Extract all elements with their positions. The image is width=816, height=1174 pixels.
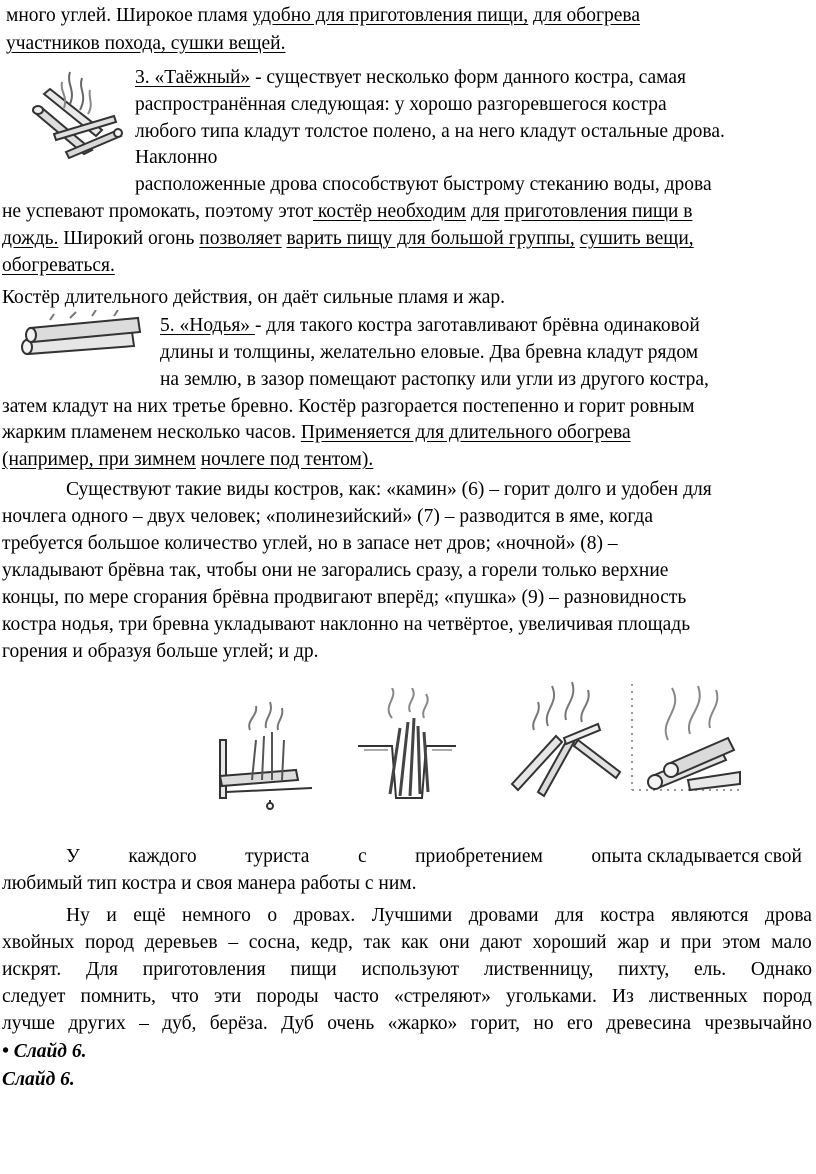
text-line: Ну и ещё немного о дровах. Лучшими дровами для костра являются дрова [66, 905, 812, 926]
text-line: на землю, в зазор помещают растопку или угли из другого костра, [160, 369, 709, 390]
text-line: хвойных пород деревьев – сосна, кедр, так как они дают хороший жар и при этом мало [2, 932, 812, 953]
text-line: искрят. Для приготовления пищи используют лиственницу, пихту, ель. Однако [2, 959, 812, 980]
text-line: горения и образуя больше углей; и др. [2, 641, 319, 662]
text-line: жарким пламенем несколько часов. Применяется для длительного обогрева [2, 422, 631, 443]
section-title-nodya: 5. «Нодья» [160, 315, 255, 336]
nodya-fire-illustration [20, 310, 148, 362]
text-line: требуется большое количество углей, но в запасе нет дров; «ночной» (8) – [2, 533, 618, 554]
slide-label: Слайд 6. [2, 1069, 75, 1090]
text-line: затем кладут на них третье бревно. Костёр разгорается постепенно и горит ровным [2, 396, 695, 417]
fire-polynesian-illustration [352, 688, 462, 808]
text-line: ночлега одного – двух человек; «полинезийский» (7) – разводится в яме, когда [2, 506, 653, 527]
text-line: Наклонно [135, 147, 218, 168]
text-line: участников похода, сушки вещей. [6, 33, 286, 54]
text-line: (например, при зимнем ночлеге под тентом). [2, 449, 374, 470]
slide-label-bulleted: • Слайд 6. [2, 1041, 87, 1062]
section-title-taiga: 3. «Таёжный» [135, 67, 251, 88]
text-line: Существуют такие виды костров, как: «камин» (6) – горит долго и удобен для [66, 479, 712, 500]
text-line: У каждого туриста с приобретением опыта складывается свой [66, 846, 802, 867]
text-line: не успевают промокать, поэтому этот костёр необходим для приготовления пищи в [2, 201, 693, 222]
text-line: концы, по мере сгорания брёвна продвигают вперёд; «пушка» (9) – разновидность [2, 587, 687, 608]
text-line: 5. «Нодья» - для такого костра заготавливают брёвна одинаковой [160, 315, 700, 336]
fire-night-illustration [508, 680, 626, 800]
text-line: Костёр длительного действия, он даёт сильные пламя и жар. [2, 287, 506, 308]
text-line: 3. «Таёжный» - существует несколько форм данного костра, самая [135, 67, 686, 88]
text-line: много углей. Широкое пламя удобно для приготовления пищи, для обогрева [6, 5, 640, 26]
text-line: костра нодья, три бревна укладывают наклонно на четвёртое, увеличивая площадь [2, 614, 691, 635]
text-line: укладывают брёвна так, чтобы они не загорались сразу, а горели только верхние [2, 560, 669, 581]
fire-cannon-illustration [628, 680, 746, 800]
bullet-icon: • [2, 1041, 9, 1062]
text-line: любого типа кладут толстое полено, а на него кладут остальные дрова. [135, 121, 725, 142]
text-line: обогреваться. [2, 255, 115, 276]
fire-kamin-illustration [212, 700, 332, 810]
text-line: длины и толщины, желательно еловые. Два бревна кладут рядом [160, 342, 699, 363]
text-line: дождь. Широкий огонь позволяет варить пищу для большой группы, сушить вещи, [2, 228, 694, 249]
text-line: распространённая следующая: у хорошо разгоревшегося костра [135, 94, 667, 115]
text-line: лучше других – дуб, берёза. Дуб очень «жарко» горит, но его древесина чрезвычайно [2, 1013, 812, 1034]
text-line: расположенные дрова способствуют быстрому стеканию воды, дрова [135, 174, 712, 195]
text-line: следует помнить, что эти породы часто «стреляют» угольками. Из лиственных пород [2, 986, 812, 1007]
text-line: любимый тип костра и своя манера работы с ним. [2, 873, 417, 894]
taiga-fire-illustration [26, 64, 126, 164]
